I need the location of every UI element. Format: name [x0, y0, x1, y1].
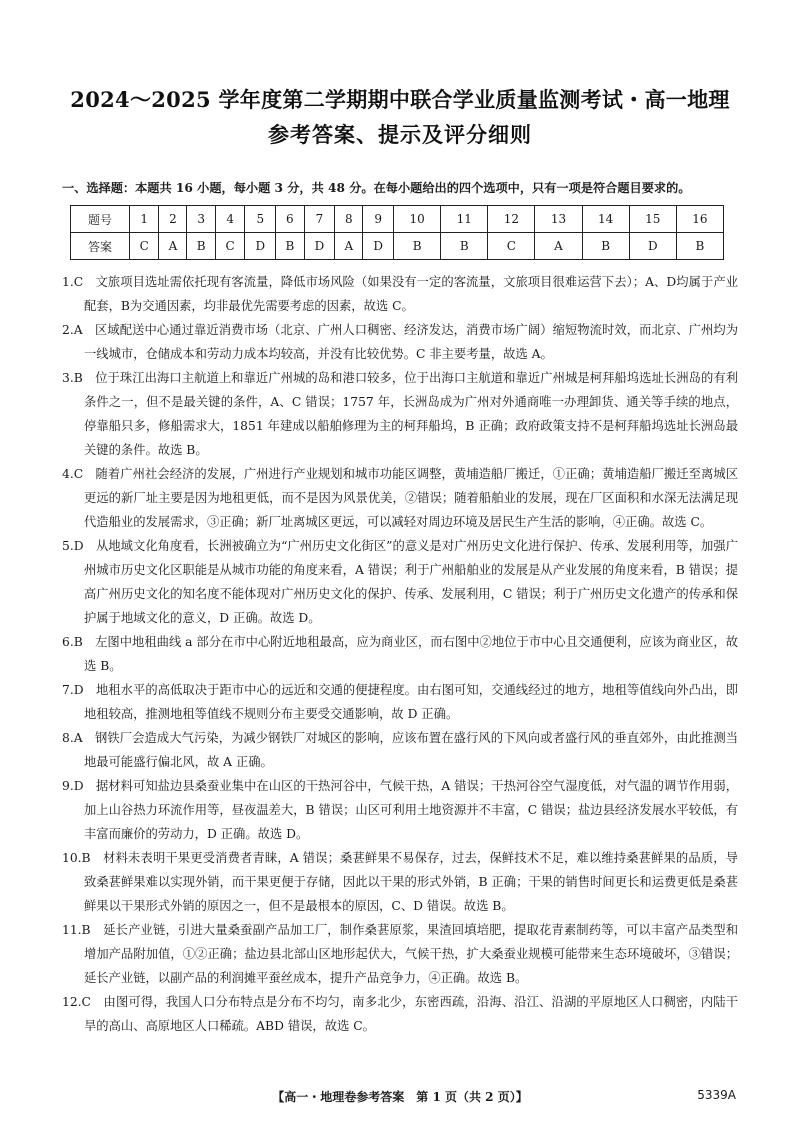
explanation-item: 10.B 材料未表明干果更受消费者青睐，A 错误；桑葚鲜果不易保存，过去，保鲜技术不足，难以维持桑葚鲜果的品质，导致桑葚鲜果难以实现外销，而干果更便于存储，因此以干果的形式外销，B 正确；干果的销售时间更长和运费更低是桑葚鲜果以干果形式外销的原因之一，但不是最根本的原因，C、D 错误。故选 B。: [62, 851, 738, 913]
answer-cell: D: [245, 233, 276, 260]
answer-cell: A: [159, 233, 187, 260]
explanation-item: 9.D 据材料可知盐边县桑蚕业集中在山区的干热河谷中，气候干热，A 错误；干热河谷空气湿度低，对气温的调节作用弱，加上山谷热力环流作用等，昼夜温差大，B 错误；山区可利用土地资源并不丰富，C 错误；盐边县经济发展水平较低，有丰富而廉价的劳动力，D 正确。故选 D。: [62, 779, 738, 841]
explanation-item: 5.D 从地域文化角度看，长洲被确立为“广州历史文化街区”的意义是对广州历史文化进行保护、传承、发展利用等，加强广州城市历史文化区职能是从城市功能的角度来看，A 错误；利于广州船舶业的发展是从产业发展的角度来看，B 错误；提高广州历史文化的知名度不能体现对广州历史文化的保护、传承、发展利用，C 错误；利于广州历史文化遗产的传承和保护属于地域文化的意义，D 正确。故选 D。: [62, 539, 738, 625]
question-number-cell: 10: [394, 206, 441, 233]
explanation-item: 1.C 文旅项目选址需依托现有客流量，降低市场风险（如果没有一定的客流量，文旅项目很难运营下去）；A、D均属于产业配套，B为交通因素，均非最优先需要考虑的因素，故选 C。: [62, 275, 738, 313]
document-code: 5339A: [697, 1088, 736, 1102]
answer-cell: A: [335, 233, 363, 260]
question-number-cell: 16: [676, 206, 723, 233]
document-subtitle: 参考答案、提示及评分细则: [268, 122, 532, 147]
answer-cell: B: [187, 233, 215, 260]
answer-cell: B: [394, 233, 441, 260]
question-number-cell: 5: [245, 206, 276, 233]
question-number-cell: 3: [187, 206, 215, 233]
answer-cell: B: [276, 233, 304, 260]
question-number-cell: 7: [304, 206, 335, 233]
question-number-cell: 14: [582, 206, 629, 233]
explanation-item: 11.B 延长产业链，引进大量桑蚕副产品加工厂，制作桑葚原浆，果渣回填培肥，提取花青素制药等，可以丰富产品类型和增加产品附加值，①②正确；盐边县北部山区地形起伏大，气候干热，扩大桑蚕业规模可能带来生态环境破坏，③错误；延长产业链，以副产品的利润摊平蚕丝成本，提升产品竞争力，④正确。故选 B。: [62, 923, 738, 985]
question-number-cell: 12: [488, 206, 535, 233]
row-label-number: 题号: [71, 206, 130, 233]
question-number-cell: 1: [130, 206, 159, 233]
answer-table-number-row: [71, 206, 724, 233]
explanation-item: 12.C 由图可得，我国人口分布特点是分布不均匀，南多北少，东密西疏，沿海、沿江、沿湖的平原地区人口稠密，内陆干旱的高山、高原地区人口稀疏。ABD 错误，故选 C。: [62, 995, 738, 1033]
question-number-cell: 15: [629, 206, 676, 233]
explanation-item: 2.A 区域配送中心通过靠近消费市场（北京、广州人口稠密、经济发达，消费市场广阔）缩短物流时效，而北京、广州均为一线城市，仓储成本和劳动力成本均较高，并没有比较优势。C 非主要考量，故选 A。: [62, 323, 738, 361]
answer-cell: D: [363, 233, 394, 260]
question-number-cell: 9: [363, 206, 394, 233]
row-label-answer: 答案: [71, 233, 130, 260]
answer-cell: B: [582, 233, 629, 260]
answer-cell: C: [488, 233, 535, 260]
explanation-item: 7.D 地租水平的高低取决于距市中心的远近和交通的便捷程度。由右图可知，交通线经过的地方，地租等值线向外凸出，即地租较高，推测地租等值线不规则分布主要受交通影响，故 D 正确。: [62, 683, 738, 721]
explanations-list: [62, 270, 738, 1038]
explanation-item: 8.A 钢铁厂会造成大气污染，为减少钢铁厂对城区的影响，应该布置在盛行风的下风向或者盛行风的垂直郊外，由此推测当地最可能盛行偏北风，故 A 正确。: [62, 731, 738, 769]
explanation-item: 4.C 随着广州社会经济的发展，广州进行产业规划和城市功能区调整，黄埔造船厂搬迁，①正确；黄埔造船厂搬迁至离城区更远的新厂址主要是因为地租更低，而不是因为风景优美，②错误；随着船舶业的发展，现在厂区面积和水深无法满足现代造船业的发展需求，③正确；新厂址离城区更远，可以减轻对周边环境及居民生产生活的影响，④正确。故选 C。: [62, 467, 738, 529]
answer-table-answer-row: [71, 233, 724, 260]
page-footer: 【高一・地理卷参考答案 第 1 页（共 2 页）】: [272, 1090, 528, 1104]
answer-table: [70, 205, 724, 260]
answer-cell: C: [215, 233, 244, 260]
answer-cell: D: [629, 233, 676, 260]
question-number-cell: 4: [215, 206, 244, 233]
answer-cell: B: [676, 233, 723, 260]
section-heading: 一、选择题：本题共 16 小题，每小题 3 分，共 48 分。在每小题给出的四个选项中，只有一项是符合题目要求的。: [62, 181, 691, 195]
answer-cell: B: [441, 233, 488, 260]
question-number-cell: 6: [276, 206, 304, 233]
answer-cell: D: [304, 233, 335, 260]
question-number-cell: 13: [535, 206, 582, 233]
answer-cell: C: [130, 233, 159, 260]
answer-cell: A: [535, 233, 582, 260]
question-number-cell: 8: [335, 206, 363, 233]
document-title: 2024～2025 学年度第二学期期中联合学业质量监测考试・高一地理: [70, 87, 730, 112]
explanation-item: 6.B 左图中地租曲线 a 部分在市中心附近地租最高，应为商业区，而右图中②地位于市中心且交通便利，应该为商业区，故选 B。: [62, 635, 738, 673]
question-number-cell: 11: [441, 206, 488, 233]
question-number-cell: 2: [159, 206, 187, 233]
explanation-item: 3.B 位于珠江出海口主航道上和靠近广州城的岛和港口较多，位于出海口主航道和靠近广州城是柯拜船坞选址长洲岛的有利条件之一，但不是最关键的条件，A、C 错误；1757 年，长洲岛成为广州对外通商唯一办理卸货、通关等手续的地点，停靠船只多，修船需求大，1851 年建成以船舶修理为主的柯拜船坞，B 正确；政府政策支持不是柯拜船坞选址长洲岛最关键的条件。故选 B。: [62, 371, 738, 457]
